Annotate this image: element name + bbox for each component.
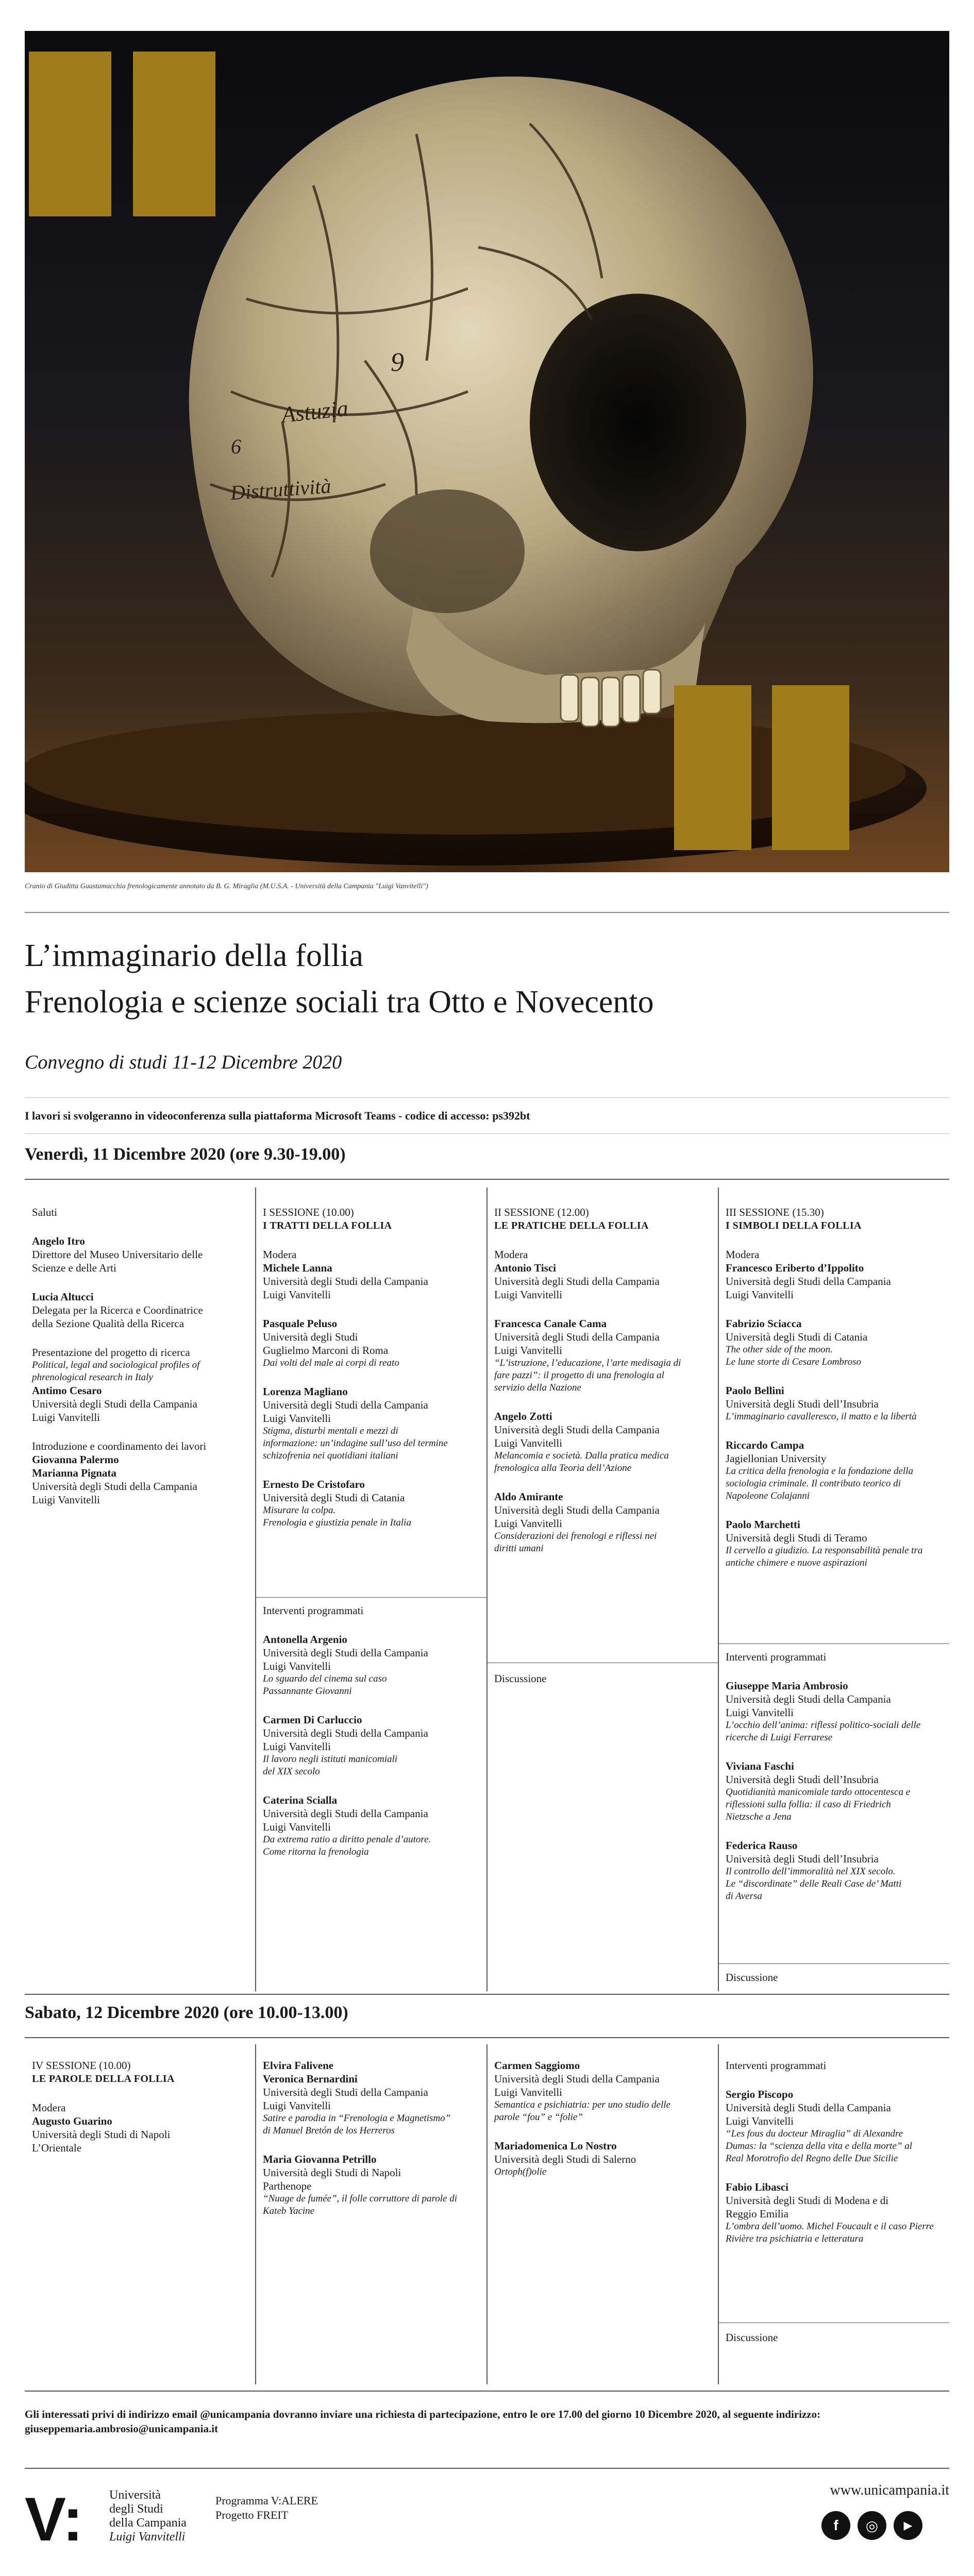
university-logo-icon: V: — [25, 2485, 83, 2554]
speaker-role: Università degli Studi di Catania — [726, 1331, 868, 1343]
session-2-column — [487, 1206, 718, 1570]
speaker-role: Università degli Studi dell’Insubria — [726, 1773, 879, 1786]
divider — [25, 1133, 949, 1134]
divider — [25, 1097, 949, 1098]
talk-title: La critica della frenologia e la fondazione della — [726, 1466, 913, 1477]
event-dates: Convegno di studi 11-12 Dicembre 2020 — [25, 1052, 342, 1073]
talk-title: antiche chimere e nuove aspirazioni — [726, 1557, 867, 1568]
talk-title: L’immaginario cavalleresco, il matto e la libertà — [726, 1411, 917, 1422]
speaker-name: Veronica Bernardini — [263, 2073, 358, 2085]
skull-label-six: 6 — [231, 435, 241, 458]
speaker-role: Università degli Studi della Campania — [726, 1693, 891, 1705]
university-name-line: degli Studi — [109, 2502, 163, 2516]
talk-title: del XIX secolo — [263, 1766, 320, 1777]
speaker-role: Luigi Vanvitelli — [726, 1289, 794, 1301]
speaker-role: Luigi Vanvitelli — [263, 1740, 331, 1753]
speaker-role: Università degli Studi della Campania — [494, 1275, 660, 1287]
session-title: LE PAROLE DELLA FOLLIA — [32, 2073, 175, 2084]
talk-title: Semantica e psichiatria: per uno studio delle — [494, 2099, 670, 2110]
speaker-role: Università degli Studi della Campania — [494, 1504, 660, 1516]
talk-title: Frenologia e giustizia penale in Italia — [263, 1517, 411, 1528]
moderator-label: Modera — [32, 2102, 66, 2114]
talk-title: ricerche di Luigi Ferrarese — [726, 1732, 833, 1743]
page-title: L’immaginario della follia — [25, 938, 364, 973]
day2-program-grid — [25, 2044, 949, 2384]
speaker-role: Parthenope — [263, 2180, 312, 2192]
day1-heading: Venerdì, 11 Dicembre 2020 (ore 9.30-19.00) — [25, 1145, 346, 1164]
talk-title: Rivière tra psichiatria e letteratura — [726, 2233, 864, 2244]
talk-title: Passannante Giovanni — [263, 1686, 352, 1697]
speaker-name: Pasquale Peluso — [263, 1317, 338, 1330]
speaker-role: Università degli Studi della Campania — [726, 2102, 891, 2114]
talk-title: The other side of the moon. — [726, 1344, 833, 1355]
speaker-role: Università degli Studi di Catania — [263, 1492, 405, 1504]
session-4-talks-a — [256, 2059, 486, 2233]
speaker-name: Sergio Piscopo — [726, 2088, 794, 2100]
teams-info: I lavori si svolgeranno in videoconferenza sulla piattaforma Microsoft Teams - codice di accesso: ps392bt — [25, 1109, 530, 1122]
talk-title: Political, legal and sociological profiles of — [32, 1360, 200, 1370]
interventions-label: Interventi programmati — [726, 1651, 827, 1663]
session-time: IV SESSIONE (10.00) — [32, 2059, 131, 2072]
session-1-column — [256, 1206, 486, 1545]
session-2-discussion — [487, 1672, 718, 1685]
divider — [25, 912, 949, 913]
speaker-name: Riccardo Campa — [726, 1439, 804, 1451]
speaker-role: Luigi Vanvitelli — [263, 1821, 331, 1833]
speaker-role: Luigi Vanvitelli — [494, 1517, 563, 1530]
speaker-role: Università degli Studi della Campania — [726, 1275, 891, 1287]
speaker-role: Luigi Vanvitelli — [263, 1289, 331, 1301]
speaker-role: Reggio Emilia — [726, 2208, 788, 2220]
speaker-name: Antonio Tisci — [494, 1262, 557, 1274]
speaker-role: Delegata per la Ricerca e Coordinatrice — [32, 1304, 203, 1316]
speaker-role: Università degli Studi della Campania — [263, 1727, 428, 1739]
speaker-role: Guglielmo Marconi di Roma — [263, 1344, 389, 1357]
session-time: III SESSIONE (15.30) — [726, 1206, 824, 1218]
talk-title: Dai volti del male ai corpi di reato — [263, 1358, 399, 1368]
talk-title: Napoleone Colajanni — [726, 1490, 810, 1501]
talk-title: Ortoph(f)olie — [494, 2166, 547, 2177]
speaker-name: Elvira Falivene — [263, 2059, 334, 2072]
speaker — [32, 1290, 248, 1330]
talk-title: L’occhio dell’anima: riflessi politico-sociali delle — [726, 1720, 921, 1731]
notice-text: Gli interessati privi di indirizzo email @unicampania dovranno inviare una richiesta di partecipazione, entro le ore 17.00 del giorno 10 Dicembre 2020, al seguente indirizzo: — [25, 2408, 821, 2420]
speaker-role: Luigi Vanvitelli — [726, 1706, 794, 1719]
row-divider — [718, 1643, 949, 1644]
skull-label-distruttivita: Distruttività — [229, 474, 332, 504]
talk-title: schizofrenia nei quotidiani italiani — [263, 1450, 398, 1461]
speaker-role: Università degli Studi di Napoli — [263, 2166, 401, 2179]
speaker-name: Angelo Zotti — [494, 1410, 552, 1422]
session-4-interventions — [718, 2059, 949, 2261]
session-1-interventions — [256, 1604, 486, 1874]
row-divider — [256, 1597, 486, 1598]
talk-title: Il cervello a giudizio. La responsabilità penale tra — [726, 1545, 923, 1556]
talk-title: Real Morotrofio del Regno delle Due Sicilie — [726, 2153, 898, 2164]
speaker-role: Luigi Vanvitelli — [32, 1494, 100, 1506]
day1-program-grid — [25, 1188, 949, 1991]
session-4-discussion — [718, 2331, 949, 2344]
talk-title: Kateb Yacine — [263, 2206, 315, 2216]
session-4-talks-b — [487, 2059, 718, 2194]
speaker-role: Luigi Vanvitelli — [494, 1344, 563, 1357]
speaker-name: Ernesto De Cristofaro — [263, 1478, 365, 1490]
hero-image — [25, 31, 949, 872]
discussion-label: Discussione — [494, 1672, 547, 1685]
speaker-role: Luigi Vanvitelli — [263, 2099, 331, 2112]
speaker-name: Paolo Bellini — [726, 1384, 784, 1397]
speaker-role: Luigi Vanvitelli — [494, 2086, 563, 2098]
speaker-name: Augusto Guarino — [32, 2115, 112, 2127]
speaker-name: Mariadomenica Lo Nostro — [494, 2140, 617, 2152]
talk-title: L’ombra dell’uomo. Michel Foucault e il caso Pierre — [726, 2221, 934, 2232]
speaker-name: Michele Lanna — [263, 1262, 332, 1274]
speaker-name: Fabrizio Sciacca — [726, 1317, 802, 1330]
speaker-name: Federica Rauso — [726, 1839, 798, 1852]
talk-title: Il controllo dell’immoralità nel XIX secolo. — [726, 1866, 896, 1877]
moderator-label: Modera — [263, 1248, 297, 1261]
interventions-label: Interventi programmati — [726, 2059, 827, 2072]
university-name-line: Luigi Vanvitelli — [109, 2530, 186, 2544]
project-name: Progetto FREIT — [215, 2509, 289, 2521]
row-divider — [718, 1963, 949, 1964]
speaker-name: Angelo Itro — [32, 1235, 85, 1247]
speaker-role: Università degli Studi della Campania — [263, 1647, 428, 1659]
day2-heading: Sabato, 12 Dicembre 2020 (ore 10.00-13.00) — [25, 2003, 348, 2022]
speaker-role: Università degli Studi di Modena e di — [726, 2194, 889, 2207]
speaker-role: Università degli Studi della Campania — [32, 1398, 197, 1410]
speaker-name: Aldo Amirante — [494, 1490, 563, 1503]
speaker-role: Luigi Vanvitelli — [494, 1289, 563, 1301]
talk-title: Considerazioni dei frenologi e riflessi nei — [494, 1531, 657, 1541]
interventions-label: Interventi programmati — [263, 1604, 364, 1617]
discussion-label: Discussione — [726, 1971, 778, 1984]
talk-title: Come ritorna la frenologia — [263, 1846, 369, 1857]
speaker-role: Università degli Studi della Campania — [263, 2086, 428, 2098]
moderator-label: Modera — [494, 1248, 528, 1261]
skull-label-astuzia: Astuzia — [280, 395, 349, 428]
divider — [25, 2391, 949, 2392]
session-title: LE PRATICHE DELLA FOLLIA — [494, 1220, 649, 1231]
speaker-name: Francesca Canale Cama — [494, 1317, 607, 1330]
talk-title: Satire e parodia in “Frenologia e Magnetismo” — [263, 2113, 451, 2124]
session-title: I TRATTI DELLA FOLLIA — [263, 1220, 392, 1231]
speaker-role: Università degli Studi della Campania — [263, 1399, 428, 1411]
speaker-name: Lorenza Magliano — [263, 1385, 348, 1398]
session-3-interventions — [718, 1650, 949, 1918]
talk-title: Lo sguardo del cinema sul caso — [263, 1673, 387, 1684]
speaker-name: Lucia Altucci — [32, 1291, 94, 1303]
talk-title: parole “fou” e “folie” — [494, 2112, 583, 2123]
talk-title: “Les fous du docteur Miraglia” di Alexandre — [726, 2128, 903, 2139]
university-name-line: Università — [109, 2488, 161, 2502]
speaker-name: Caterina Scialla — [263, 1794, 338, 1806]
talk-title: Misurare la colpa. — [263, 1505, 336, 1516]
speaker-role: Luigi Vanvitelli — [32, 1411, 100, 1423]
speaker-role: Università degli Studi della Campania — [263, 1275, 428, 1287]
talk-title: riflessioni sulla follia: il caso di Friedrich — [726, 1799, 891, 1810]
divider — [25, 2468, 949, 2469]
speaker-role: Luigi Vanvitelli — [263, 1660, 331, 1672]
program-name: Programma V:ALERE — [215, 2494, 318, 2507]
discussion-label: Discussione — [726, 2331, 778, 2344]
speaker-role: Luigi Vanvitelli — [494, 1437, 563, 1449]
website-link[interactable]: www.unicampania.it — [830, 2482, 949, 2498]
talk-title: Da extrema ratio a diritto penale d’autore. — [263, 1834, 431, 1845]
instagram-icon[interactable]: ◎ — [858, 2511, 886, 2540]
university-name-line: della Campania — [109, 2516, 187, 2530]
talk-title: Melancomia e società. Dalla pratica medica — [494, 1450, 669, 1461]
talk-title: diritti umani — [494, 1543, 544, 1554]
session-3-column — [718, 1206, 949, 1585]
talk-title: frenologica alla Teoria dell’Azione — [494, 1463, 632, 1473]
speaker-name: Carmen Di Carluccio — [263, 1714, 362, 1726]
speaker-role: Scienze e delle Arti — [32, 1262, 116, 1274]
speaker-role: Luigi Vanvitelli — [726, 2115, 794, 2127]
divider — [25, 2037, 949, 2038]
session-4-column — [25, 2059, 256, 2170]
moderator-label: Modera — [726, 1248, 760, 1261]
talk-title: Stigma, disturbi mentali e mezzi di — [263, 1426, 398, 1436]
talk-title: Nietzsche a Jena — [726, 1811, 792, 1822]
talk-title: sociologia criminale. Il contributo teorico di — [726, 1478, 901, 1489]
speaker-role: Luigi Vanvitelli — [263, 1412, 331, 1425]
page-subtitle-main: Frenologia e scienze sociali tra Otto e Novecento — [25, 985, 654, 1020]
talk-title: phrenological research in Italy — [32, 1372, 153, 1383]
speaker-name: Antimo Cesaro — [32, 1384, 102, 1397]
speaker-name: Antonella Argenio — [263, 1633, 347, 1646]
facebook-icon[interactable]: f — [821, 2511, 850, 2540]
program-info — [215, 2494, 318, 2522]
speaker-role: Università degli Studi dell’Insubria — [726, 1398, 879, 1410]
speaker-name: Fabio Libasci — [726, 2181, 788, 2193]
contact-email-link[interactable]: giuseppemaria.ambrosio@unicampania.it — [25, 2422, 219, 2435]
talk-title: di Aversa — [726, 1891, 762, 1902]
speaker-name: Viviana Faschi — [726, 1760, 794, 1772]
talk-title: fare pazzi”: il progetto di una frenologia al — [494, 1370, 664, 1381]
talk-title: Il lavoro negli istituti manicomiali — [263, 1754, 398, 1765]
talk-title: Le “discordinate” delle Reali Case de’ Matti — [726, 1878, 902, 1889]
registration-notice — [25, 2407, 949, 2436]
speaker-role: Università degli Studi della Campania — [32, 1480, 197, 1493]
speaker-name: Giovanna Palermo — [32, 1453, 119, 1466]
speaker-name: Paolo Marchetti — [726, 1518, 800, 1531]
divider — [25, 1179, 949, 1180]
talk-title: Dumas: la “scienza della vita e della morte” al — [726, 2141, 913, 2151]
speaker-name: Francesco Eriberto d’Ippolito — [726, 1262, 864, 1274]
speaker-role: L’Orientale — [32, 2142, 82, 2154]
project-presentation — [32, 1346, 248, 1424]
speaker-role: Jagiellonian University — [726, 1452, 827, 1465]
saluti-label: Saluti — [32, 1206, 58, 1218]
speaker-role: Università degli Studi di Salerno — [494, 2153, 636, 2165]
speaker-name: Carmen Saggiomo — [494, 2059, 580, 2072]
talk-title: Quotidianità manicomiale tardo ottocentesca e — [726, 1787, 911, 1798]
speaker-role: Università degli Studi dell’Insubria — [726, 1853, 879, 1865]
section-label: Presentazione del progetto di ricerca — [32, 1346, 190, 1359]
university-name — [109, 2488, 187, 2544]
speaker-role: Università degli Studi della Campania — [263, 1807, 428, 1820]
introduction — [32, 1439, 248, 1506]
talk-title: “L’istruzione, l’educazione, l’arte medisagia di — [494, 1358, 681, 1368]
speaker-role: Università degli Studi di Napoli — [32, 2128, 171, 2141]
talk-title: “Nuage de fumée”, il folle corruttore di parole di — [263, 2193, 457, 2204]
speaker-role: Università degli Studi della Campania — [494, 2073, 660, 2085]
talk-title: Le lune storte di Cesare Lombroso — [726, 1357, 862, 1367]
youtube-icon[interactable]: ▶ — [894, 2511, 922, 2540]
talk-title: servizio della Nazione — [494, 1382, 581, 1393]
talk-title: di Manuel Bretón de los Herreros — [263, 2125, 395, 2136]
session-3-discussion — [718, 1971, 949, 1984]
session-time: I SESSIONE (10.00) — [263, 1206, 354, 1218]
divider — [25, 1994, 949, 1995]
speaker — [32, 1234, 248, 1275]
talk-title: informazione: un’indagine sull’uso del termine — [263, 1438, 448, 1449]
speaker-role: Università degli Studi di Teramo — [726, 1532, 867, 1544]
section-label: Introduzione e coordinamento dei lavori — [32, 1440, 207, 1452]
skull-label-number: 9 — [391, 348, 404, 377]
session-title: I SIMBOLI DELLA FOLLIA — [726, 1220, 862, 1231]
speaker-name: Giuseppe Maria Ambrosio — [726, 1680, 848, 1692]
speaker-role: Direttore del Museo Universitario delle — [32, 1248, 203, 1261]
speaker-role: Università degli Studi — [263, 1331, 358, 1343]
speaker-name: Maria Giovanna Petrillo — [263, 2153, 377, 2165]
session-time: II SESSIONE (12.00) — [494, 1206, 589, 1218]
speaker-name: Marianna Pignata — [32, 1467, 116, 1479]
speaker-role: Università degli Studi della Campania — [494, 1331, 660, 1343]
day1-opening-column — [25, 1206, 256, 1522]
speaker-role: Università degli Studi della Campania — [494, 1423, 660, 1436]
speaker-role: della Sezione Qualità della Ricerca — [32, 1317, 184, 1330]
image-caption: Cranio di Giuditta Guastamacchia frenologicamente annotato da B. G. Miraglia (M.U.S.A. - Università della Campania "Luigi Vanvitelli") — [25, 883, 428, 890]
